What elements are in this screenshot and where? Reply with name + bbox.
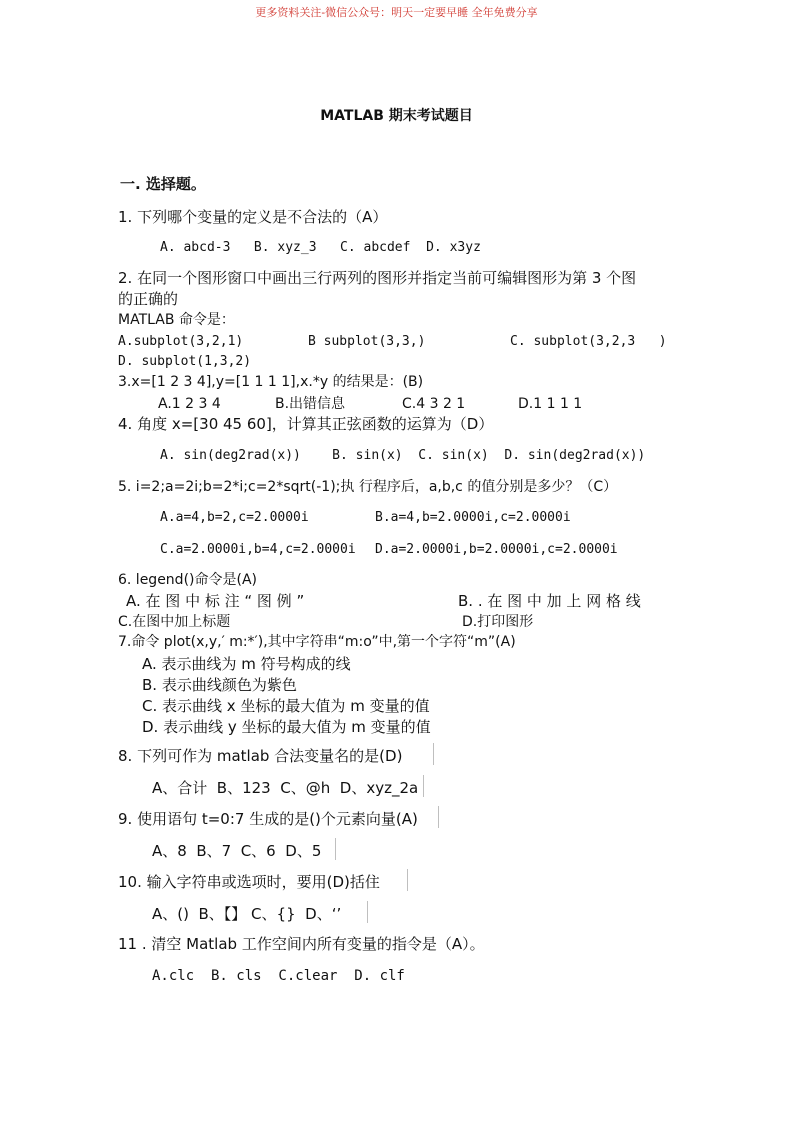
question-7-option-d: D. 表示曲线 y 坐标的最大值为 m 变量的值 — [142, 718, 431, 736]
question-6-option-a: A. 在 图 中 标 注 “ 图 例 ” — [126, 592, 305, 610]
question-9-options: A、8 B、7 C、6 D、5 — [152, 842, 322, 860]
question-3-option-b: B.出错信息 — [275, 396, 346, 412]
question-5-option-b: B.a=4,b=2.0000i,c=2.0000i — [375, 510, 571, 525]
table-cell-border — [335, 838, 336, 860]
question-7-option-c: C. 表示曲线 x 坐标的最大值为 m 变量的值 — [142, 697, 430, 715]
question-4-options: A. sin(deg2rad(x)) B. sin(x) C. sin(x) D. sin(deg2rad(x)) — [160, 448, 646, 463]
section-heading: 一. 选择题。 — [120, 175, 206, 193]
question-11-options: A.clc B. cls C.clear D. clf — [152, 968, 405, 984]
question-8-options: A、合计 B、123 C、@h D、xyz_2a — [152, 779, 419, 797]
table-cell-border — [423, 775, 424, 797]
question-5-option-d: D.a=2.0000i,b=2.0000i,c=2.0000i — [375, 542, 618, 557]
question-7-stem: 7.命令 plot(x,y,′ m:*′),其中字符串“m:o”中,第一个字符“m”(A) — [118, 634, 516, 650]
question-3-stem: 3.x=[1 2 3 4],y=[1 1 1 1],x.*y 的结果是：(B) — [118, 374, 424, 390]
question-6-stem: 6. legend()命令是(A) — [118, 572, 257, 588]
page-header-banner: 更多资料关注-微信公众号：明天一定要早睡 全年免费分享 — [255, 6, 538, 19]
question-2-stem-cont: 的正确的 — [118, 290, 179, 308]
question-10-options: A、() B、【】 C、{} D、‘’ — [152, 905, 342, 923]
question-1-options: A. abcd-3 B. xyz_3 C. abcdef D. x3yz — [160, 240, 481, 255]
question-2-stem-cont2: MATLAB 命令是： — [118, 312, 235, 328]
question-7-option-b: B. 表示曲线颜色为紫色 — [142, 676, 297, 694]
question-6-option-c: C.在图中加上标题 — [118, 614, 231, 630]
question-2-option-c: C. subplot(3,2,3 ) — [510, 334, 667, 349]
table-cell-border — [433, 743, 434, 765]
question-6-option-d: D.打印图形 — [462, 614, 534, 630]
question-2-option-a: A.subplot(3,2,1) — [118, 334, 244, 349]
question-3-option-a: A.1 2 3 4 — [158, 396, 221, 412]
question-7-option-a: A. 表示曲线为 m 符号构成的线 — [142, 655, 351, 673]
question-2-option-d: D. subplot(1,3,2) — [118, 354, 252, 369]
table-cell-border — [407, 869, 408, 891]
question-4-stem: 4. 角度 x=[30 45 60]，计算其正弦函数的运算为（D） — [118, 415, 494, 433]
question-9-stem: 9. 使用语句 t=0:7 生成的是()个元素向量(A) — [118, 810, 418, 828]
table-cell-border — [367, 901, 368, 923]
question-3-option-c: C.4 3 2 1 — [402, 396, 466, 412]
question-5-option-a: A.a=4,b=2,c=2.0000i — [160, 510, 309, 525]
question-10-stem: 10. 输入字符串或选项时，要用(D)括住 — [118, 873, 380, 891]
question-5-option-c: C.a=2.0000i,b=4,c=2.0000i — [160, 542, 356, 557]
question-8-stem: 8. 下列可作为 matlab 合法变量名的是(D) — [118, 747, 403, 765]
question-6-option-b: B. . 在 图 中 加 上 网 格 线 — [458, 592, 641, 610]
question-5-stem: 5. i=2;a=2i;b=2*i;c=2*sqrt(-1);执 行程序后，a,b,c 的值分别是多少？（C） — [118, 479, 618, 495]
question-2-option-b: B subplot(3,3,) — [308, 334, 426, 349]
question-11-stem: 11 . 清空 Matlab 工作空间内所有变量的指令是（A）。 — [118, 935, 485, 953]
document-title: MATLAB 期末考试题目 — [320, 108, 473, 124]
question-1-stem: 1. 下列哪个变量的定义是不合法的（A） — [118, 208, 388, 226]
question-3-option-d: D.1 1 1 1 — [518, 396, 583, 412]
table-cell-border — [438, 806, 439, 828]
question-2-stem: 2. 在同一个图形窗口中画出三行两列的图形并指定当前可编辑图形为第 3 个图 — [118, 269, 637, 287]
